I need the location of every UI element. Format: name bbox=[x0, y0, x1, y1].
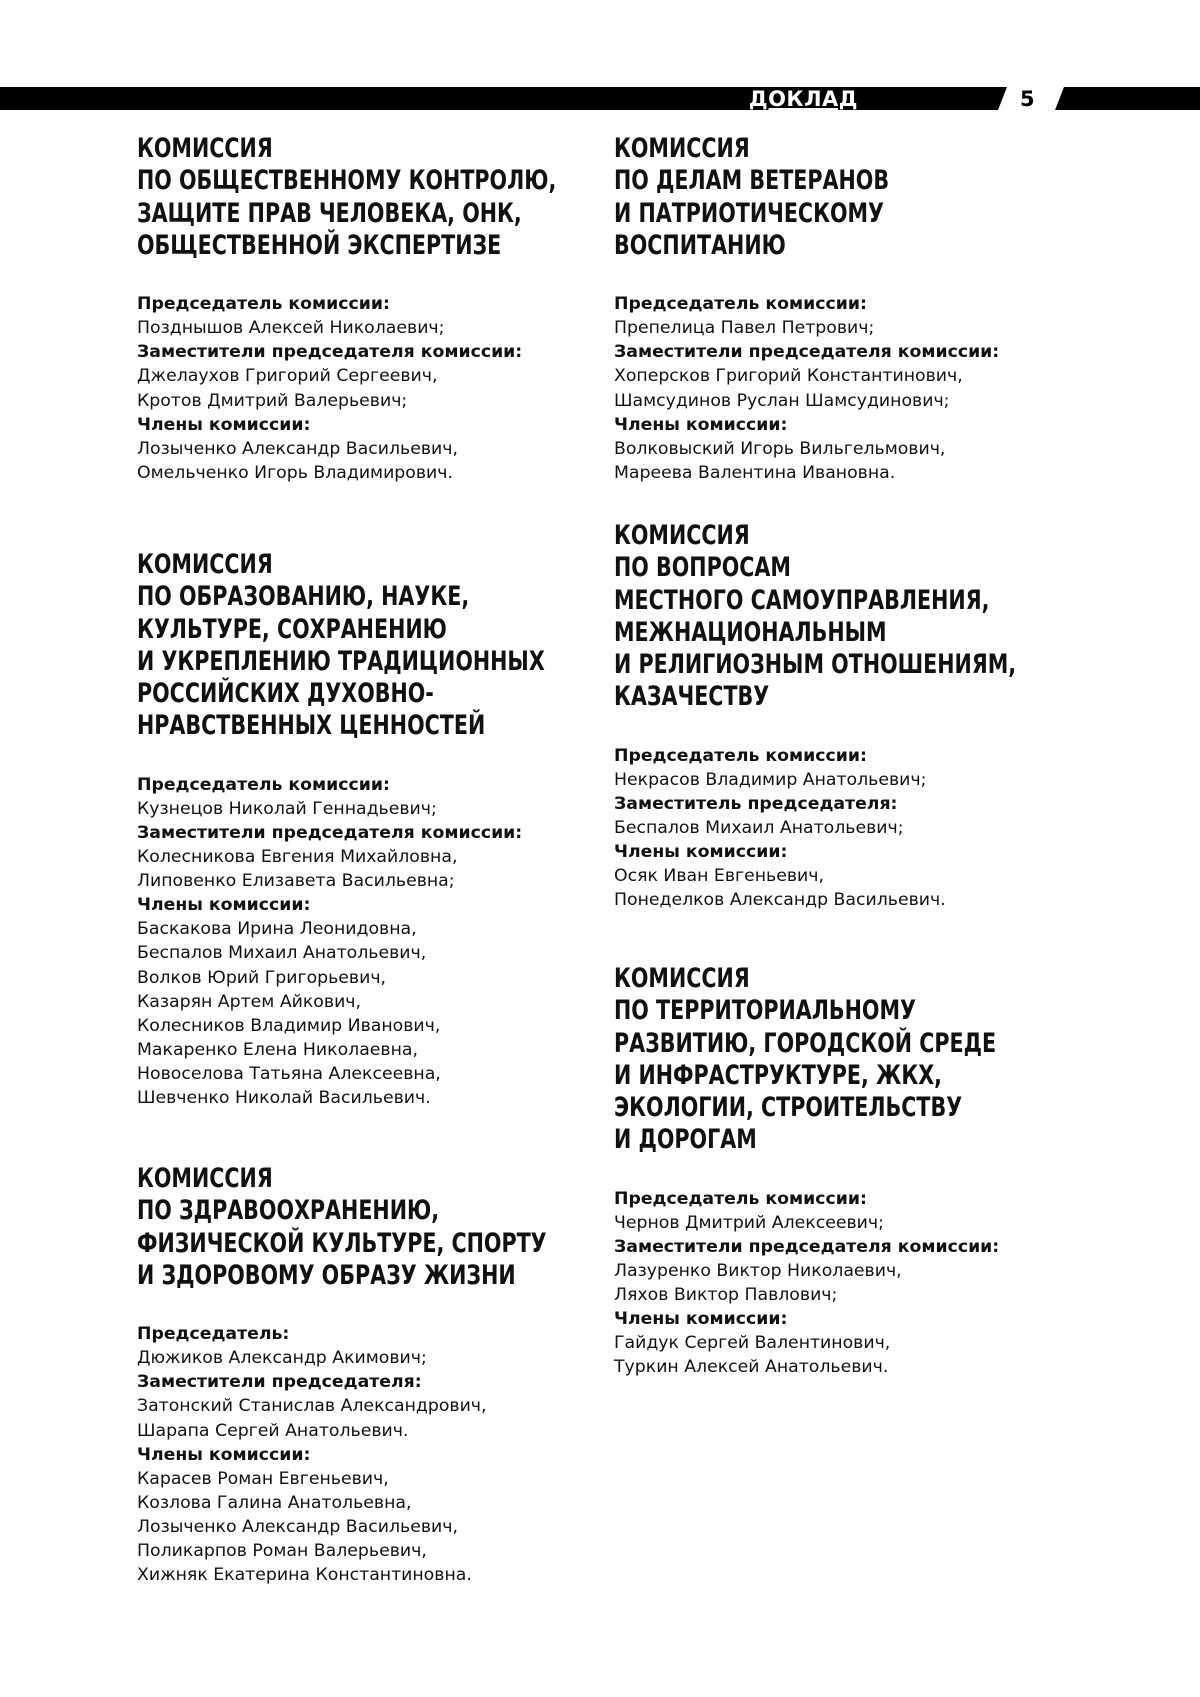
member-name: Шарапа Сергей Анатольевич. bbox=[137, 1420, 409, 1441]
section-label: ДОКЛАД bbox=[748, 87, 858, 111]
member-name: Некрасов Владимир Анатольевич; bbox=[614, 769, 927, 790]
title-line: ПО ОБРАЗОВАНИЮ, НАУКЕ, bbox=[137, 581, 470, 613]
commission-block bbox=[137, 133, 697, 485]
member-name: Кузнецов Николай Геннадьевич; bbox=[137, 798, 437, 819]
role-label: Заместители председателя комиссии: bbox=[137, 342, 523, 363]
title-line: И ДОРОГАМ bbox=[614, 1124, 757, 1156]
title-line: ВОСПИТАНИЮ bbox=[614, 229, 786, 261]
member-name: Баскакова Ирина Леонидовна, bbox=[137, 919, 417, 940]
member-name: Ляхов Виктор Павлович; bbox=[614, 1285, 838, 1306]
member-name: Карасев Роман Евгеньевич, bbox=[137, 1468, 389, 1489]
commission-block bbox=[614, 520, 1174, 912]
title-line: ПО ВОПРОСАМ bbox=[614, 552, 791, 584]
member-name: Беспалов Михаил Анатольевич, bbox=[137, 943, 427, 964]
member-name: Омельченко Игорь Владимирович. bbox=[137, 462, 453, 483]
member-name: Затонский Станислав Александрович, bbox=[137, 1396, 487, 1417]
commission-block bbox=[614, 133, 1174, 485]
member-list bbox=[137, 773, 697, 1110]
role-label: Заместители председателя комиссии: bbox=[137, 822, 523, 843]
commission-title bbox=[614, 963, 1090, 1157]
member-name: Кротов Дмитрий Валерьевич; bbox=[137, 390, 408, 411]
role-label: Заместители председателя комиссии: bbox=[614, 342, 1000, 363]
title-line: ПО ЗДРАВООХРАНЕНИЮ, bbox=[137, 1195, 440, 1227]
role-label: Члены комиссии: bbox=[137, 1444, 311, 1465]
commission-title bbox=[614, 520, 1090, 714]
member-list bbox=[137, 292, 697, 485]
member-name: Мареева Валентина Ивановна. bbox=[614, 462, 896, 483]
member-name: Хижняк Екатерина Константиновна. bbox=[137, 1565, 472, 1586]
title-line: КУЛЬТУРЕ, СОХРАНЕНИЮ bbox=[137, 613, 447, 645]
title-line: ПО ДЕЛАМ ВЕТЕРАНОВ bbox=[614, 165, 890, 197]
commission-title bbox=[137, 549, 613, 743]
title-line: И УКРЕПЛЕНИЮ ТРАДИЦИОННЫХ bbox=[137, 645, 545, 677]
title-line: ЭКОЛОГИИ, СТРОИТЕЛЬСТВУ bbox=[614, 1092, 963, 1124]
member-name: Волковыский Игорь Вильгельмович, bbox=[614, 438, 946, 459]
member-name: Макаренко Елена Николаевна, bbox=[137, 1039, 418, 1060]
member-name: Джелаухов Григорий Сергеевич, bbox=[137, 366, 438, 387]
member-list bbox=[614, 744, 1174, 913]
member-name: Новоселова Татьяна Алексеевна, bbox=[137, 1063, 441, 1084]
title-line: РАЗВИТИЮ, ГОРОДСКОЙ СРЕДЕ bbox=[614, 1027, 997, 1059]
member-name: Дюжиков Александр Акимович; bbox=[137, 1348, 427, 1369]
role-label: Заместители председателя: bbox=[137, 1372, 422, 1393]
role-label: Председатель комиссии: bbox=[614, 294, 867, 315]
title-line: КОМИССИЯ bbox=[614, 520, 750, 551]
member-name: Понеделков Александр Васильевич. bbox=[614, 890, 946, 911]
title-line: РОССИЙСКИХ ДУХОВНО- bbox=[137, 678, 434, 710]
commission-block bbox=[614, 963, 1174, 1380]
title-line: МЕСТНОГО САМОУПРАВЛЕНИЯ, bbox=[614, 584, 990, 616]
member-name: Позднышов Алексей Николаевич; bbox=[137, 318, 445, 339]
title-line: ФИЗИЧЕСКОЙ КУЛЬТУРЕ, СПОРТУ bbox=[137, 1227, 547, 1259]
member-name: Липовенко Елизавета Васильевна; bbox=[137, 871, 455, 892]
title-line: КАЗАЧЕСТВУ bbox=[614, 681, 770, 713]
member-name: Чернов Дмитрий Алексеевич; bbox=[614, 1212, 884, 1233]
title-line: КОМИССИЯ bbox=[137, 1163, 273, 1194]
role-label: Председатель комиссии: bbox=[137, 774, 390, 795]
member-name: Беспалов Михаил Анатольевич; bbox=[614, 818, 904, 839]
page-number: 5 bbox=[1020, 87, 1035, 111]
title-line: И РЕЛИГИОЗНЫМ ОТНОШЕНИЯМ, bbox=[614, 649, 1017, 681]
title-line: МЕЖНАЦИОНАЛЬНЫМ bbox=[614, 616, 887, 648]
title-line: ОБЩЕСТВЕННОЙ ЭКСПЕРТИЗЕ bbox=[137, 229, 502, 261]
role-label: Члены комиссии: bbox=[614, 414, 788, 435]
member-name: Колесников Владимир Иванович, bbox=[137, 1015, 441, 1036]
member-name: Поликарпов Роман Валерьевич, bbox=[137, 1541, 427, 1562]
commission-block bbox=[137, 1163, 697, 1587]
title-line: КОМИССИЯ bbox=[137, 133, 273, 164]
title-line: ЗАЩИТЕ ПРАВ ЧЕЛОВЕКА, ОНК, bbox=[137, 197, 522, 229]
member-name: Шамсудинов Руслан Шамсудинович; bbox=[614, 390, 950, 411]
header-bar bbox=[0, 87, 1200, 110]
member-name: Лозыченко Александр Васильевич, bbox=[137, 1516, 458, 1537]
member-name: Гайдук Сергей Валентинович, bbox=[614, 1333, 891, 1354]
commission-block bbox=[137, 549, 697, 1110]
title-line: ПО ОБЩЕСТВЕННОМУ КОНТРОЛЮ, bbox=[137, 165, 557, 197]
member-name: Лозыченко Александр Васильевич, bbox=[137, 438, 458, 459]
member-name: Шевченко Николай Васильевич. bbox=[137, 1088, 431, 1108]
member-name: Козлова Галина Анатольевна, bbox=[137, 1492, 412, 1513]
member-name: Хоперсков Григорий Константинович, bbox=[614, 366, 963, 387]
title-line: КОМИССИЯ bbox=[614, 133, 750, 164]
member-name: Туркин Алексей Анатольевич. bbox=[614, 1357, 889, 1378]
role-label: Председатель комиссии: bbox=[137, 294, 390, 315]
member-name: Волков Юрий Григорьевич, bbox=[137, 967, 387, 988]
role-label: Председатель комиссии: bbox=[614, 1188, 867, 1209]
title-line: КОМИССИЯ bbox=[137, 549, 273, 580]
role-label: Члены комиссии: bbox=[614, 1309, 788, 1330]
commission-title bbox=[614, 133, 1090, 262]
role-label: Члены комиссии: bbox=[137, 414, 311, 435]
role-label: Члены комиссии: bbox=[614, 842, 788, 863]
role-label: Члены комиссии: bbox=[137, 895, 311, 916]
member-name: Казарян Артем Айкович, bbox=[137, 991, 361, 1012]
commission-title bbox=[137, 133, 613, 262]
member-name: Лазуренко Виктор Николаевич, bbox=[614, 1261, 902, 1282]
commission-title bbox=[137, 1163, 613, 1292]
member-list bbox=[614, 292, 1174, 485]
member-name: Препелица Павел Петрович; bbox=[614, 318, 875, 339]
member-list bbox=[137, 1322, 697, 1587]
role-label: Заместитель председателя: bbox=[614, 793, 898, 814]
member-name: Осяк Иван Евгеньевич, bbox=[614, 866, 824, 887]
title-line: ПО ТЕРРИТОРИАЛЬНОМУ bbox=[614, 995, 916, 1027]
role-label: Заместители председателя комиссии: bbox=[614, 1236, 1000, 1257]
member-list bbox=[614, 1187, 1174, 1380]
title-line: И ПАТРИОТИЧЕСКОМУ bbox=[614, 197, 884, 229]
title-line: И ЗДОРОВОМУ ОБРАЗУ ЖИЗНИ bbox=[137, 1259, 516, 1291]
member-name: Колесникова Евгения Михайловна, bbox=[137, 847, 458, 868]
title-line: КОМИССИЯ bbox=[614, 963, 750, 994]
header-band-right bbox=[1055, 87, 1200, 110]
title-line: НРАВСТВЕННЫХ ЦЕННОСТЕЙ bbox=[137, 710, 486, 742]
title-line: И ИНФРАСТРУКТУРЕ, ЖКХ, bbox=[614, 1059, 942, 1091]
role-label: Председатель: bbox=[137, 1324, 290, 1345]
role-label: Председатель комиссии: bbox=[614, 745, 867, 766]
